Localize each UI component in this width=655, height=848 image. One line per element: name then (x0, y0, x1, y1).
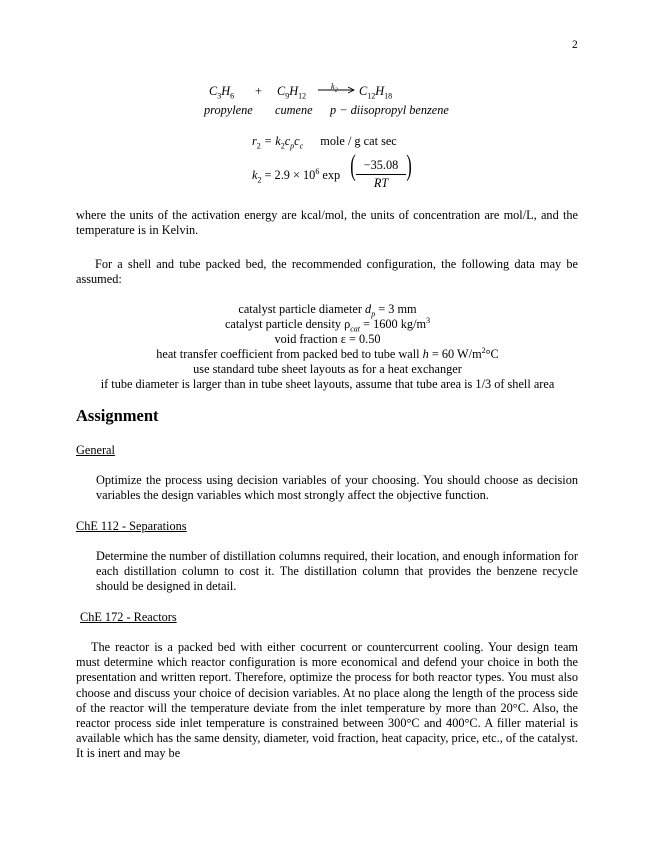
assumptions-intro-paragraph: For a shell and tube packed bed, the recommended configuration, the following data may be assumed: (76, 257, 578, 287)
reactant-propylene-formula: $C_3H_6$ (209, 84, 235, 101)
arrow-rate-constant-label: $k_2$ (331, 82, 338, 94)
rate-units: mole / g cat sec (320, 134, 397, 148)
che172-subheading: ChE 172 - Reactors (80, 610, 177, 624)
assignment-heading: Assignment (76, 406, 159, 425)
assumption-heat-transfer-coefficient: heat transfer coefficient from packed bed to tube wall h = 60 $W/m^2^\circ C$ (156, 345, 499, 361)
reaction-arrow-icon (318, 85, 356, 95)
assumption-particle-density: catalyst particle density $\rho_{cat} = 1600$ $kg/m^3$ (224, 315, 431, 334)
assumption-tube-area: if tube diameter is larger than in tube sheet layouts, assume that tube area is 1/3 of shell area (100, 377, 555, 391)
units-paragraph: where the units of the activation energy are kcal/mol, the units of concentration are mol/L, and the temperature is in Kelvin. (76, 208, 578, 238)
che112-paragraph: Determine the number of distillation columns required, their location, and enough information for each distillation column to cost it. The distillation column that provides the benzene recycle should be designed in detail. (96, 549, 578, 594)
name-propylene: propylene (204, 103, 253, 117)
exponent-fraction: $\frac{-35.08}{RT}$ (356, 158, 406, 191)
reactant-cumene-formula: $C_9H_{12}$ (277, 84, 307, 101)
right-paren: ) (406, 149, 412, 182)
name-cumene: cumene (275, 103, 313, 117)
assumption-particle-diameter: catalyst particle diameter $d_p = 3$ mm (238, 302, 417, 319)
plus-sign: + (255, 84, 262, 98)
assumption-tube-sheet-layouts: use standard tube sheet layouts as for a heat exchanger (193, 362, 462, 376)
name-diisopropyl-benzene: p − diisopropyl benzene (330, 103, 449, 117)
left-paren: ( (350, 149, 356, 182)
assumption-void-fraction: void fraction ε = 0.50 (274, 332, 381, 346)
general-subheading: General (76, 443, 115, 457)
page-number: 2 (572, 39, 578, 51)
general-paragraph: Optimize the process using decision variables of your choosing. You should choose as decision variables the design variables which most strongly affect the objective function. (96, 473, 578, 503)
che112-subheading: ChE 112 - Separations (76, 519, 187, 533)
che172-paragraph: The reactor is a packed bed with either cocurrent or countercurrent cooling. Your design team must determine which reactor configuration is more economical and defend your choice in both the presentation and written report. Therefore, optimize the process for both reactor types. You must also choose and discuss your choice of decision variables. At no place along the length of the process side of the reactor will the temperature deviate from the inlet temperature by more than 20°C. Also, the reactor process side inlet temperature is constrained between 300°C and 400°C. A filler material is available which has the same density, diameter, void fraction, heat capacity, price, etc., of the catalyst. It is inert and may be (76, 640, 578, 761)
rate-expression: $r_2 = k_2c_pc_c$ mole / g cat sec (252, 134, 397, 151)
product-formula: $C_{12}H_{18}$ (359, 84, 393, 101)
